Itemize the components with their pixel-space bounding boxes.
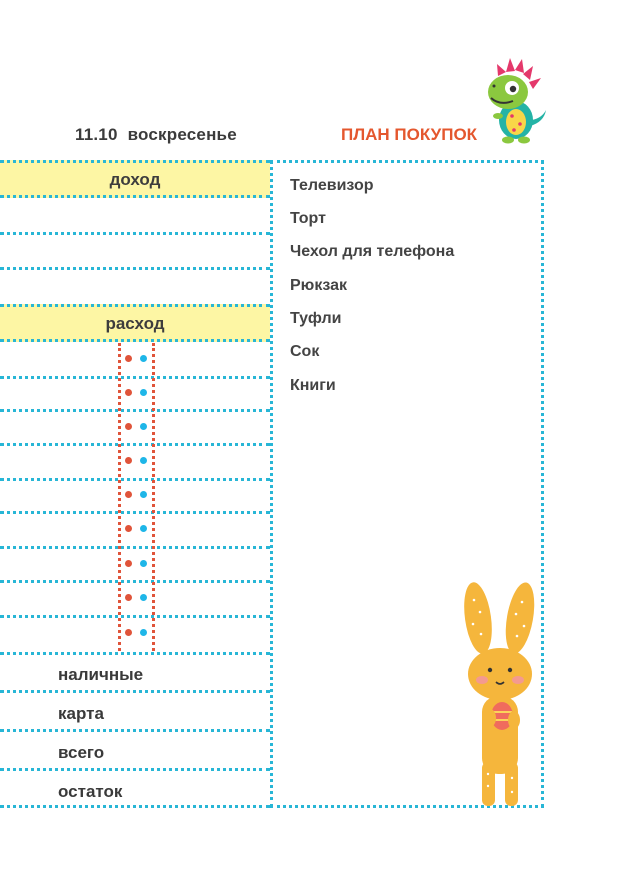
summary-total-label: всего — [58, 743, 105, 762]
shopping-item: Рюкзак — [290, 277, 347, 294]
bunny-icon — [452, 578, 546, 808]
expense-row-line — [0, 652, 270, 655]
price-dot-blue — [140, 560, 147, 567]
price-dot-red — [125, 457, 132, 464]
shopping-item: Книги — [290, 377, 336, 394]
expense-row-line — [0, 546, 270, 549]
expense-row-line — [0, 580, 270, 583]
summary-row-line — [0, 768, 270, 771]
expense-band — [0, 304, 270, 342]
price-dot-red — [125, 355, 132, 362]
summary-row-line — [0, 729, 270, 732]
budget-table — [0, 160, 270, 808]
price-dot-blue — [140, 491, 147, 498]
summary-balance-label: остаток — [58, 782, 123, 801]
shopping-item: Телевизор — [290, 177, 374, 194]
price-dot-red — [125, 560, 132, 567]
price-dot-red — [125, 389, 132, 396]
income-row-line — [0, 267, 270, 270]
shopping-item: Сок — [290, 343, 320, 360]
price-dot-blue — [140, 457, 147, 464]
expense-row-line — [0, 376, 270, 379]
price-dot-blue — [140, 355, 147, 362]
summary-cash-label: наличные — [58, 665, 144, 684]
weekday-value: воскресенье — [127, 125, 237, 144]
price-dot-blue — [140, 525, 147, 532]
date-header — [75, 125, 237, 145]
income-band — [0, 160, 270, 198]
income-row-line — [0, 232, 270, 235]
summary-card-label: карта — [58, 704, 104, 723]
expense-row-line — [0, 615, 270, 618]
shopping-item: Туфли — [290, 310, 342, 327]
expense-row-line — [0, 443, 270, 446]
price-column-left — [118, 343, 121, 651]
price-dot-red — [125, 594, 132, 601]
income-label: доход — [109, 170, 161, 189]
expense-row-line — [0, 511, 270, 514]
expense-label: расход — [105, 314, 165, 333]
price-dot-blue — [140, 423, 147, 430]
price-dot-red — [125, 629, 132, 636]
price-dot-blue — [140, 594, 147, 601]
price-column-right — [152, 343, 155, 651]
shopping-plan-title: ПЛАН ПОКУПОК — [341, 125, 478, 144]
price-dot-red — [125, 525, 132, 532]
price-dot-red — [125, 423, 132, 430]
shopping-item: Торт — [290, 210, 326, 227]
shopping-item: Чехол для телефона — [290, 243, 455, 260]
summary-row-line — [0, 690, 270, 693]
price-dot-blue — [140, 629, 147, 636]
expense-row-line — [0, 478, 270, 481]
expense-row-line — [0, 409, 270, 412]
dragon-icon — [478, 56, 550, 146]
price-dot-blue — [140, 389, 147, 396]
summary-row-line — [0, 805, 270, 808]
date-value: 11.10 — [75, 125, 118, 144]
price-dot-red — [125, 491, 132, 498]
